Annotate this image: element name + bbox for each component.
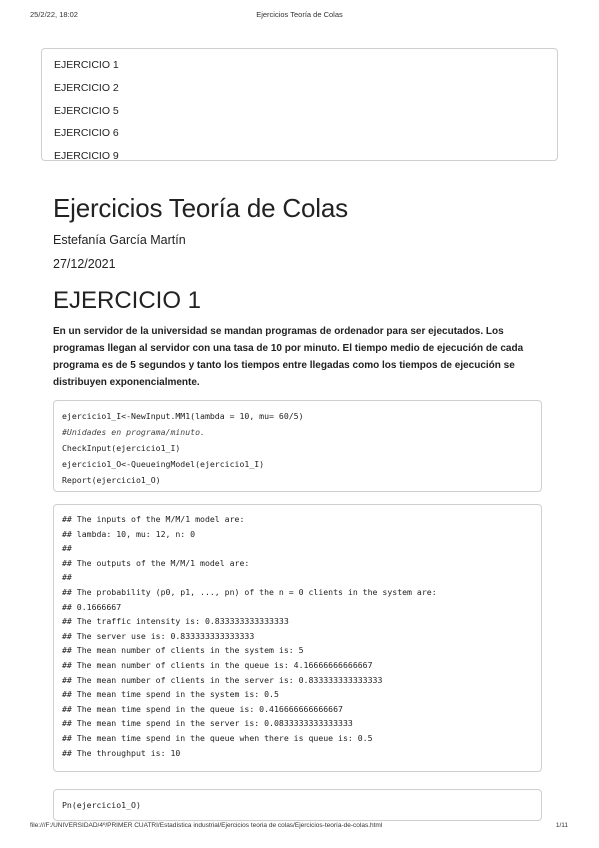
output-line: ## The server use is: 0.833333333333333 bbox=[62, 630, 255, 641]
output-line: ## The mean time spend in the queue is: 0.416666666666667 bbox=[62, 703, 343, 714]
print-file-path: file:///F:/UNIVERSIDAD/4º/PRIMER CUATRI/Estadística industrial/Ejercicios teoria de colas/Ejercicios-teoría-de-colas.html bbox=[30, 822, 383, 829]
output-line: ## The inputs of the M/M/1 model are: bbox=[62, 514, 245, 524]
document-date: 27/12/2021 bbox=[53, 257, 116, 271]
document-title: Ejercicios Teoría de Colas bbox=[53, 193, 348, 223]
print-header bbox=[0, 10, 599, 24]
output-line: ## The outputs of the M/M/1 model are: bbox=[62, 557, 250, 568]
toc-item-ejercicio-5[interactable]: EJERCICIO 5 bbox=[54, 104, 119, 117]
print-page-number: 1/11 bbox=[555, 822, 568, 829]
code-comment-line: #Unidades en programa/minuto. bbox=[62, 427, 205, 437]
document-author: Estefanía García Martín bbox=[53, 233, 186, 247]
code-line: ejercicio1_O<-QueueingModel(ejercicio1_I) bbox=[62, 459, 265, 469]
print-title: Ejercicios Teoría de Colas bbox=[256, 10, 343, 19]
code-line: Report(ejercicio1_O) bbox=[62, 475, 161, 485]
print-footer bbox=[0, 822, 599, 834]
code-input-block bbox=[53, 400, 542, 492]
code-input-block-2 bbox=[53, 789, 542, 821]
code-line: CheckInput(ejercicio1_I) bbox=[62, 443, 181, 453]
toc-item-ejercicio-2[interactable]: EJERCICIO 2 bbox=[54, 81, 119, 94]
output-line: ## bbox=[62, 572, 72, 583]
output-line: ## The traffic intensity is: 0.833333333333333 bbox=[62, 616, 289, 627]
output-line: ## The mean number of clients in the server is: 0.833333333333333 bbox=[62, 674, 383, 685]
output-line: ## The mean number of clients in the queue is: 4.16666666666667 bbox=[62, 659, 373, 670]
section-title: EJERCICIO 1 bbox=[53, 287, 202, 314]
toc-item-ejercicio-9[interactable]: EJERCICIO 9 bbox=[54, 150, 119, 163]
code-line: ejercicio1_I<-NewInput.MM1(lambda = 10, mu= 60/5) bbox=[62, 411, 304, 421]
exercise-statement: En un servidor de la universidad se mandan programas de ordenador para ser ejecutados. Los programas llegan al servidor con una tasa de 10 por minuto. El tiempo medio de ejecución de cada programa es de 5 segundos y tanto los tiempos entre llegadas como los tiempos de ejecución se distribuyen exponencialmente. bbox=[53, 326, 524, 388]
toc-item-ejercicio-6[interactable]: EJERCICIO 6 bbox=[54, 127, 119, 140]
table-of-contents bbox=[41, 48, 558, 161]
toc-item-ejercicio-1[interactable]: EJERCICIO 1 bbox=[54, 59, 119, 71]
output-line: ## The throughput is: 10 bbox=[62, 747, 181, 758]
output-line: ## lambda: 10, mu: 12, n: 0 bbox=[62, 528, 196, 539]
code-output-block bbox=[53, 504, 542, 772]
print-datetime: 25/2/22, 18:02 bbox=[30, 10, 78, 19]
output-line: ## The mean time spend in the server is: 0.0833333333333333 bbox=[62, 718, 353, 729]
output-line: ## The mean time spend in the system is: 0.5 bbox=[62, 689, 279, 700]
output-line: ## 0.1666667 bbox=[62, 601, 122, 612]
output-line: ## bbox=[62, 543, 72, 554]
output-line: ## The probability (p0, p1, ..., pn) of the n = 0 clients in the system are: bbox=[62, 586, 437, 597]
output-line: ## The mean time spend in the queue when there is queue is: 0.5 bbox=[62, 732, 373, 743]
output-line: ## The mean number of clients in the system is: 5 bbox=[62, 645, 304, 656]
code-line: Pn(ejercicio1_O) bbox=[62, 800, 141, 810]
